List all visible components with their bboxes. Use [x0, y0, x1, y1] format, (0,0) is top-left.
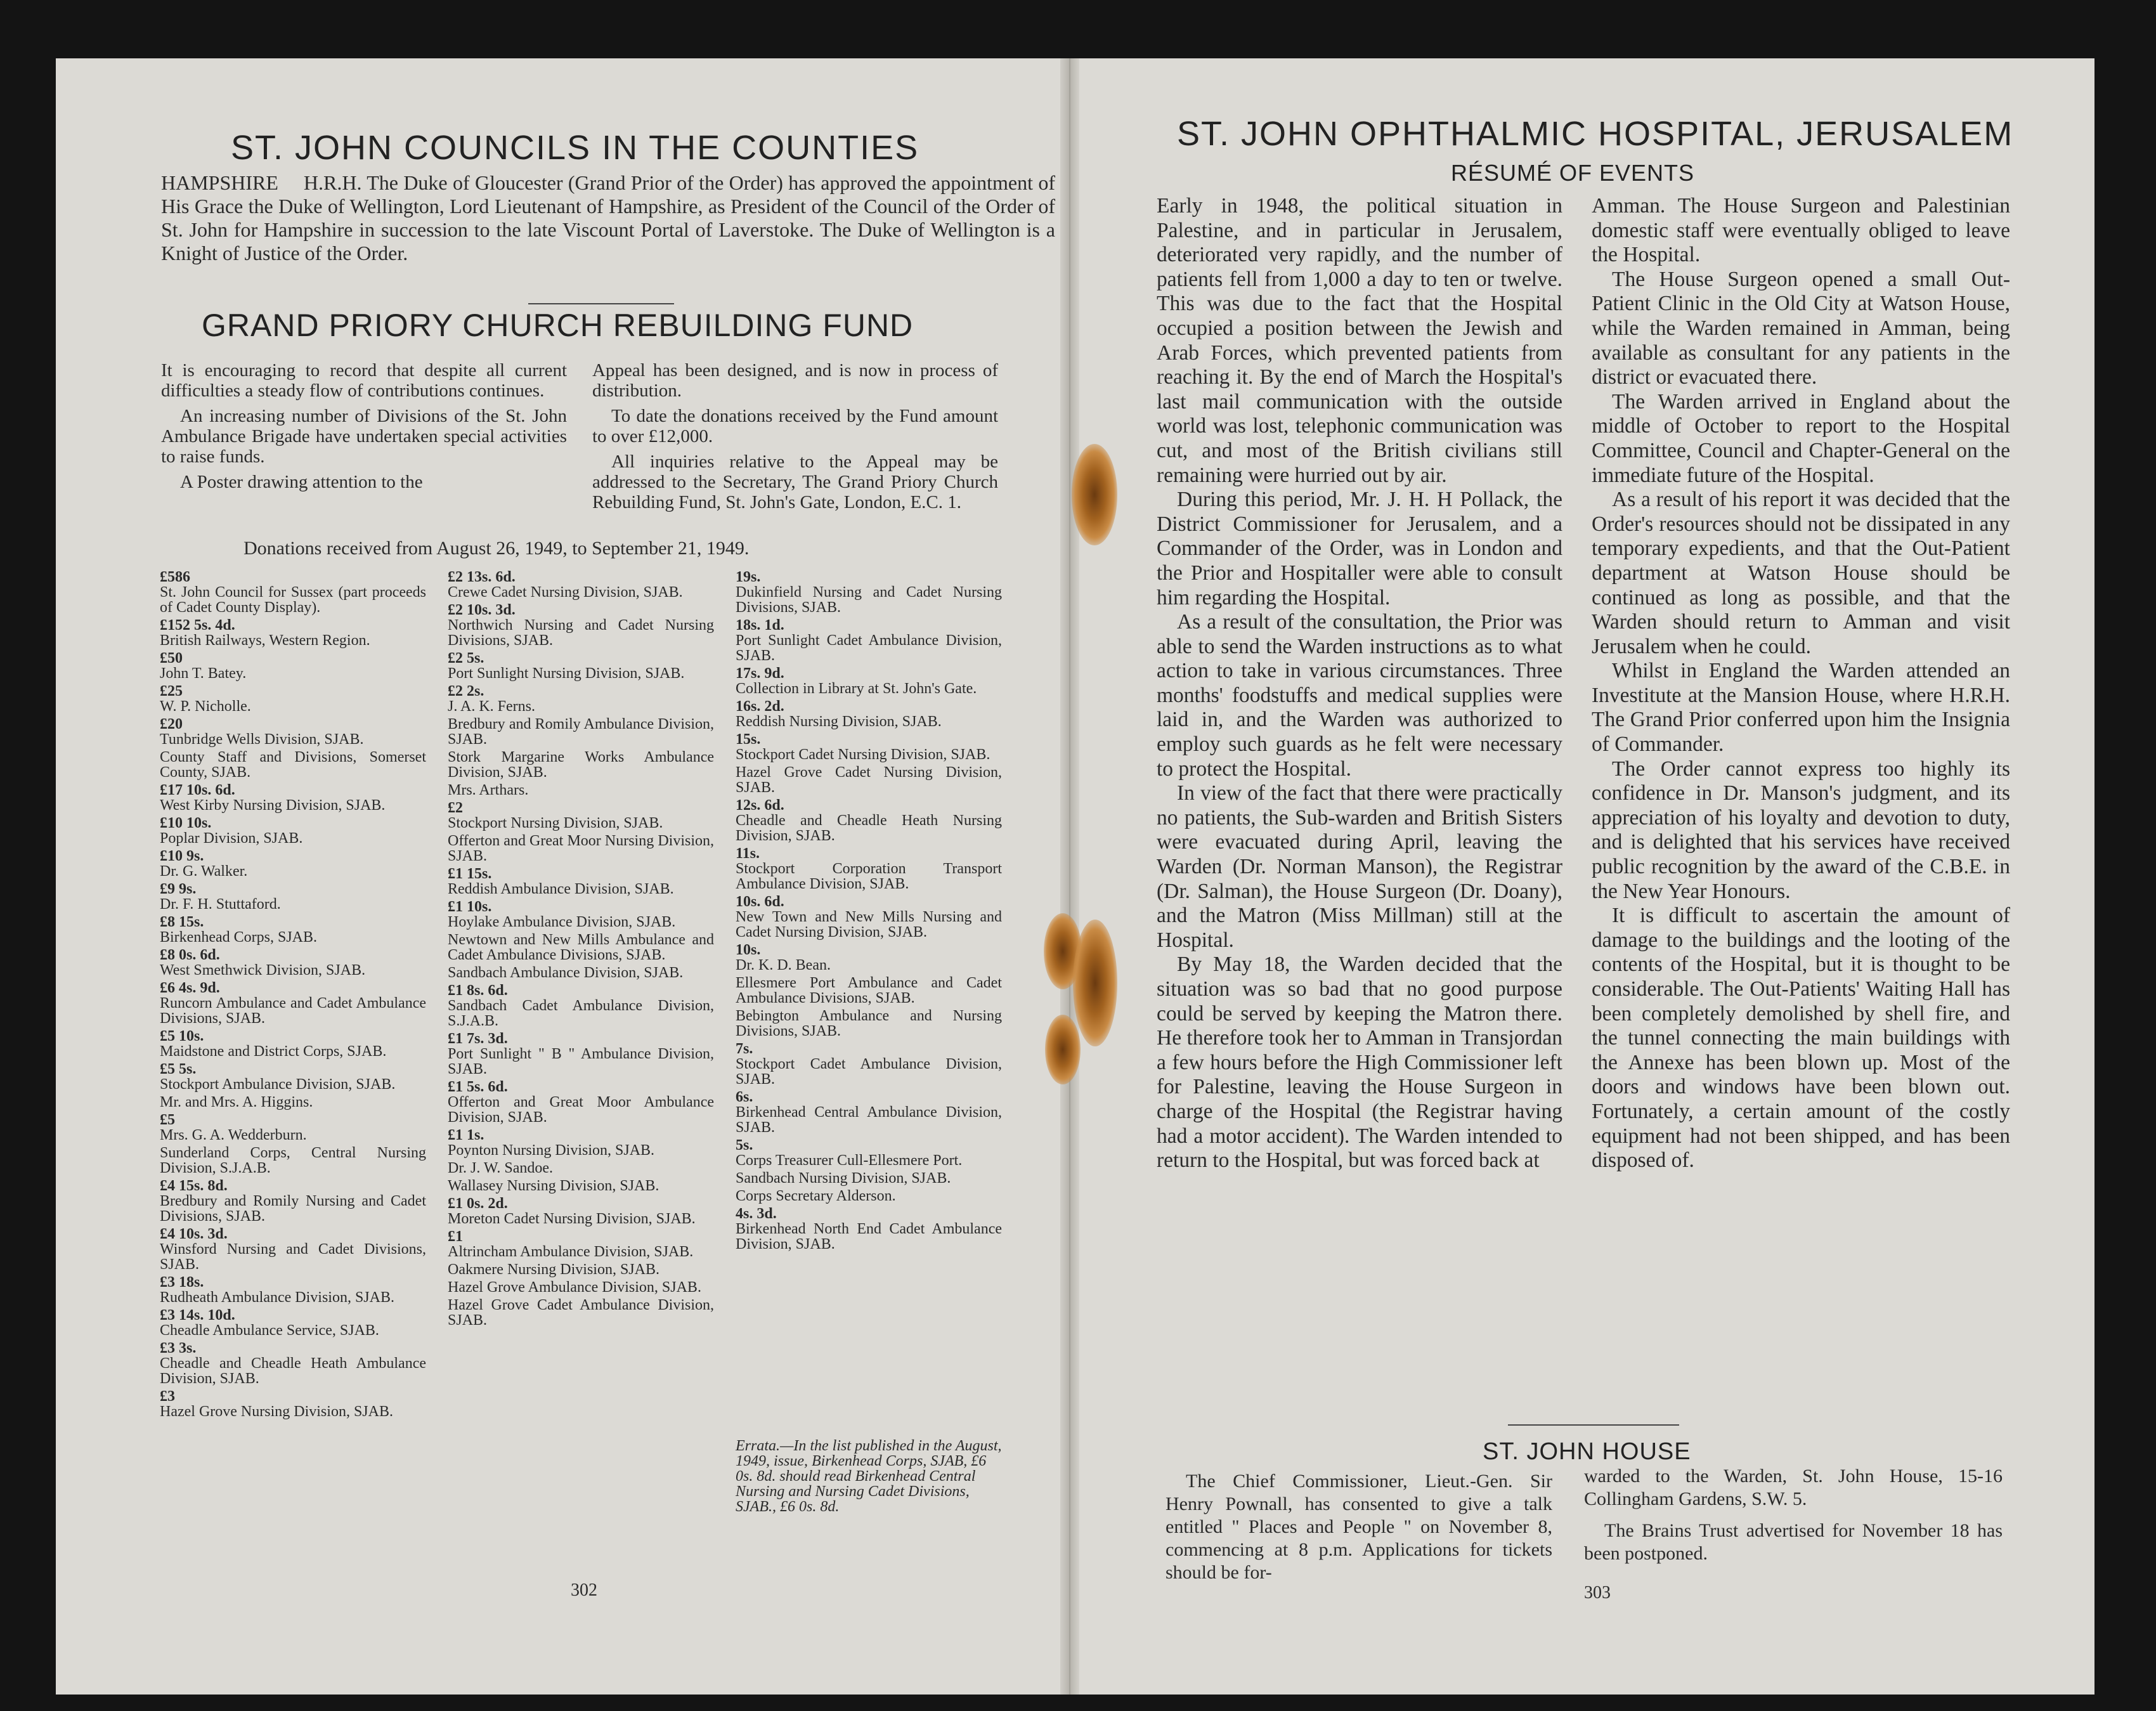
- errata-note: Errata.—In the list published in the August, 1949, issue, Birkenhead Corps, SJAB, £6 0s. 8d. should read Birkenhead Central Nursing and Nursing Cadet Divisions, SJAB., £6 0s. 8d.: [736, 1438, 1002, 1515]
- donor-name: Sandbach Ambulance Division, SJAB.: [448, 965, 684, 981]
- donor-name: Altrincham Ambulance Division, SJAB.: [448, 1244, 694, 1260]
- donor-name: St. John Council for Sussex (part proceeds of Cadet County Display).: [160, 584, 426, 616]
- donor-name: Cheadle and Cheadle Heath Ambulance Division, SJAB.: [160, 1355, 426, 1387]
- house-para: warded to the Warden, St. John House, 15-16 Collingham Gardens, S.W. 5.: [1584, 1466, 2003, 1509]
- hospital-title: ST. JOHN OPHTHALMIC HOSPITAL, JERUSALEM: [1177, 115, 2014, 153]
- donation-entry: [736, 975, 1002, 1006]
- hampshire-paragraph: [161, 171, 1055, 265]
- donor-name: Oakmere Nursing Division, SJAB.: [448, 1261, 659, 1278]
- donation-entry: [160, 750, 426, 780]
- donor-name: Corps Secretary Alderson.: [736, 1188, 896, 1204]
- fund-column-1: [161, 360, 567, 497]
- donor-name: Hazel Grove Cadet Nursing Division, SJAB.: [736, 764, 1002, 796]
- donation-amount: £3 3s.: [160, 1340, 197, 1356]
- donor-name: Stockport Cadet Nursing Division, SJAB.: [736, 746, 990, 763]
- donor-name: County Staff and Divisions, Somerset County, SJAB.: [160, 749, 426, 781]
- hospital-para: As a result of the consultation, the Prior was able to send the Warden instructions as to what action to take in various circumstances. Three months' foodstuffs and medical supplies were laid in, and the Warden was authorized to employ such guards as he felt were necessary to protect the Hospital.: [1157, 610, 1562, 781]
- donation-amount: £10 10s.: [160, 815, 212, 831]
- donor-name: Bredbury and Romily Ambulance Division, SJAB.: [448, 716, 714, 748]
- donor-name: Mr. and Mrs. A. Higgins.: [160, 1094, 313, 1110]
- donation-amount: £10 9s.: [160, 848, 204, 864]
- fund-para: All inquiries relative to the Appeal may be addressed to the Secretary, The Grand Priory Church Rebuilding Fund, St. John's Gate, London, E.C. 1.: [592, 452, 998, 512]
- donation-entry: [736, 699, 1002, 729]
- donation-entry: [448, 1262, 714, 1277]
- donation-entry: [448, 1196, 714, 1226]
- donation-amount: £5: [160, 1112, 175, 1128]
- donor-name: West Smethwick Division, SJAB.: [160, 962, 366, 979]
- donor-name: Stockport Ambulance Division, SJAB.: [160, 1076, 396, 1093]
- donor-name: Cheadle Ambulance Service, SJAB.: [160, 1322, 379, 1339]
- donor-name: Rudheath Ambulance Division, SJAB.: [160, 1289, 394, 1306]
- donor-name: Collection in Library at St. John's Gate.: [736, 680, 977, 697]
- fund-para: A Poster drawing attention to the: [180, 472, 423, 492]
- donation-entry: [448, 1128, 714, 1158]
- donation-entry: [160, 849, 426, 879]
- donation-entry: [736, 732, 1002, 762]
- donations-column-2: [448, 569, 714, 1330]
- donor-name: Crewe Cadet Nursing Division, SJAB.: [448, 584, 683, 601]
- fund-para: It is encouraging to record that despite all current difficulties a steady flow of contributions continues.: [161, 360, 567, 401]
- donation-entry: [448, 1229, 714, 1259]
- counties-title: ST. JOHN COUNCILS IN THE COUNTIES: [231, 129, 919, 167]
- donation-entry: [448, 684, 714, 714]
- donor-name: British Railways, Western Region.: [160, 632, 370, 649]
- hospital-para: By May 18, the Warden decided that the situation was so bad that no good purpose could be served by keeping the Matron there. He therefore took her to Amman in Transjordan a few hours before the High Commissioner left for Palestine, leaving the House Surgeon in charge of the Hospital (the Registrar having had a motor accident). The Warden intended to return to the Hospital, but was forced back at: [1157, 953, 1562, 1173]
- fund-para: Appeal has been designed, and is now in process of distribution.: [592, 360, 998, 401]
- donor-name: Cheadle and Cheadle Heath Nursing Division, SJAB.: [736, 812, 1002, 844]
- donor-name: Winsford Nursing and Cadet Divisions, SJAB.: [160, 1241, 426, 1273]
- donor-name: Birkenhead Corps, SJAB.: [160, 929, 317, 946]
- donation-amount: £3 14s. 10d.: [160, 1307, 235, 1324]
- donor-name: Offerton and Great Moor Ambulance Division, SJAB.: [448, 1094, 714, 1126]
- donor-name: Moreton Cadet Nursing Division, SJAB.: [448, 1211, 696, 1227]
- donation-entry: [160, 1341, 426, 1386]
- donation-entry: [160, 980, 426, 1026]
- donation-amount: £3 18s.: [160, 1274, 204, 1291]
- donation-entry: [160, 947, 426, 978]
- donation-amount: £152 5s. 4d.: [160, 617, 235, 634]
- fund-title: GRAND PRIORY CHURCH REBUILDING FUND: [202, 308, 914, 343]
- donation-amount: £17 10s. 6d.: [160, 782, 235, 798]
- donation-entry: [160, 651, 426, 681]
- donation-amount: £4 15s. 8d.: [160, 1178, 228, 1194]
- donor-name: Poynton Nursing Division, SJAB.: [448, 1142, 655, 1159]
- donation-entry: [160, 618, 426, 648]
- donor-name: Port Sunlight Cadet Ambulance Division, SJAB.: [736, 632, 1002, 664]
- donation-entry: [160, 717, 426, 747]
- fund-column-2: [592, 360, 998, 517]
- hospital-para: The Warden arrived in England about the middle of October to report to the Hospital Committee, Council and Chapter-General on the immediate future of the Hospital.: [1592, 389, 2010, 487]
- donations-column-1: [160, 569, 426, 1422]
- donation-amount: £2: [448, 800, 463, 816]
- donation-entry: [736, 618, 1002, 663]
- binding-stain: [1045, 1015, 1081, 1084]
- donation-amount: 18s. 1d.: [736, 617, 784, 634]
- donor-name: Stockport Corporation Transport Ambulance Division, SJAB.: [736, 861, 1002, 892]
- donation-entry: [160, 569, 426, 615]
- donation-entry: [736, 942, 1002, 973]
- donation-entry: [448, 569, 714, 600]
- donation-entry: [736, 846, 1002, 892]
- hospital-para: As a result of his report it was decided that the Order's resources should not be dissipated in any temporary expedients, and that the Out-Patient department at Watson House should be continued as long as possible, and that the Warden should return to Amman and visit Jerusalem when he could.: [1592, 488, 2010, 658]
- donation-entry: [736, 1041, 1002, 1087]
- donor-name: Corps Treasurer Cull-Ellesmere Port.: [736, 1152, 963, 1169]
- hospital-column-1: [1157, 194, 1562, 1173]
- donation-amount: 17s. 9d.: [736, 665, 784, 682]
- donation-amount: £8 15s.: [160, 914, 204, 930]
- donation-amount: £4 10s. 3d.: [160, 1226, 228, 1242]
- hospital-para: In view of the fact that there were practically no patients, the Sub-warden and British Sisters were evacuated during April, leaving the Warden (Dr. Norman Manson), the Registrar (Dr. Salman), the House Surgeon (Dr. Doany), and the Matron (Miss Millman) still at the Hospital.: [1157, 781, 1562, 952]
- donation-amount: £3: [160, 1388, 175, 1405]
- donor-name: Sandbach Cadet Ambulance Division, S.J.A.B.: [448, 998, 714, 1029]
- donor-name: Sandbach Nursing Division, SJAB.: [736, 1170, 951, 1187]
- resume-subtitle: RÉSUMÉ OF EVENTS: [1451, 160, 1695, 186]
- house-column-2: [1584, 1465, 2003, 1565]
- donation-entry: [448, 800, 714, 831]
- donations-heading: Donations received from August 26, 1949, to September 21, 1949.: [244, 538, 750, 559]
- donation-amount: £6 4s. 9d.: [160, 980, 220, 996]
- donation-entry: [160, 1062, 426, 1092]
- house-para: The Chief Commissioner, Lieut.-Gen. Sir Henry Pownall, has consented to give a talk entitled " Places and People " on November 8, commencing at 8 p.m. Applications for tickets should be for-: [1166, 1471, 1552, 1583]
- hospital-para: The House Surgeon opened a small Out-Patient Clinic in the Old City at Watson House, while the Warden remained in Amman, being available as consultant for any patients in the district or evacuated there.: [1592, 267, 2010, 389]
- donation-entry: [160, 783, 426, 813]
- donation-entry: [448, 1178, 714, 1194]
- donation-entry: [160, 816, 426, 846]
- donation-amount: £1 10s.: [448, 899, 492, 915]
- donation-entry: [736, 1090, 1002, 1135]
- hospital-para: It is difficult to ascertain the amount of damage to the buildings and the looting of the contents of the Hospital, but it is thought to be considerable. The Out-Patients' Waiting Hall has been completely demolished by shell fire, and the tunnel connecting the main buildings with the Annexe has been blown up. Most of the doors and windows have been blown out. Fortunately, a certain amount of the costly equipment had not been shipped, and has been disposed of.: [1592, 904, 2010, 1173]
- house-para: The Brains Trust advertised for November 18 has been postponed.: [1584, 1520, 2003, 1564]
- donation-amount: £25: [160, 683, 183, 699]
- donation-entry: [448, 783, 714, 798]
- donation-entry: [448, 1161, 714, 1176]
- donor-name: Port Sunlight Nursing Division, SJAB.: [448, 665, 685, 682]
- donation-amount: £1 5s. 6d.: [448, 1079, 508, 1095]
- donation-amount: 10s.: [736, 942, 761, 958]
- donor-name: Dr. K. D. Bean.: [736, 957, 831, 973]
- donation-amount: £1 7s. 3d.: [448, 1031, 508, 1047]
- donation-entry: [160, 882, 426, 912]
- donor-name: Newtown and New Mills Ambulance and Cadet Ambulance Divisions, SJAB.: [448, 932, 714, 963]
- donation-amount: 12s. 6d.: [736, 797, 784, 814]
- donation-amount: 10s. 6d.: [736, 894, 784, 910]
- donation-amount: £9 9s.: [160, 881, 197, 897]
- donation-amount: £1 1s.: [448, 1127, 484, 1143]
- donation-entry: [736, 1171, 1002, 1186]
- donation-amount: £5 5s.: [160, 1061, 197, 1077]
- hospital-column-2: [1592, 194, 2010, 1173]
- donation-entry: [736, 765, 1002, 795]
- donation-entry: [160, 914, 426, 945]
- donation-entry: [736, 894, 1002, 940]
- donation-amount: £2 10s. 3d.: [448, 602, 516, 618]
- right-page: [1070, 58, 2094, 1695]
- hospital-para: Whilst in England the Warden attended an Investitute at the Mansion House, where H.R.H. The Grand Prior conferred upon him the Insignia of Commander.: [1592, 659, 2010, 757]
- donation-entry: [736, 1206, 1002, 1252]
- donor-name: Bredbury and Romily Nursing and Cadet Divisions, SJAB.: [160, 1193, 426, 1225]
- hampshire-label: HAMPSHIRE: [161, 171, 278, 194]
- donation-entry: [160, 1145, 426, 1176]
- hospital-para: Amman. The House Surgeon and Palestinian domestic staff were eventually obliged to leave the Hospital.: [1592, 194, 2010, 267]
- donation-amount: £1 8s. 6d.: [448, 982, 508, 999]
- donor-name: West Kirby Nursing Division, SJAB.: [160, 797, 386, 814]
- donation-amount: 5s.: [736, 1137, 753, 1154]
- donation-entry: [448, 651, 714, 681]
- donation-entry: [736, 1008, 1002, 1039]
- page-number-left: 302: [571, 1580, 597, 1600]
- donor-name: Dr. F. H. Stuttaford.: [160, 896, 281, 913]
- donation-amount: 11s.: [736, 845, 760, 862]
- donation-entry: [448, 899, 714, 930]
- binding-stain: [1073, 920, 1117, 1046]
- donation-amount: £1 0s. 2d.: [448, 1195, 508, 1212]
- donation-amount: 19s.: [736, 569, 761, 585]
- donation-entry: [448, 1280, 714, 1295]
- donation-entry: [448, 866, 714, 897]
- donation-amount: £2 13s. 6d.: [448, 569, 516, 585]
- donor-name: Hazel Grove Nursing Division, SJAB.: [160, 1403, 393, 1420]
- donation-entry: [160, 1389, 426, 1419]
- page-number-right: 303: [1584, 1583, 1611, 1603]
- donor-name: J. A. K. Ferns.: [448, 698, 536, 715]
- donation-entry: [736, 798, 1002, 843]
- donation-amount: £586: [160, 569, 190, 585]
- donation-amount: £5 10s.: [160, 1028, 204, 1044]
- donation-amount: £50: [160, 650, 183, 667]
- donation-entry: [448, 833, 714, 864]
- donation-amount: 16s. 2d.: [736, 698, 784, 715]
- donation-entry: [160, 1095, 426, 1110]
- donor-name: Sunderland Corps, Central Nursing Division, S.J.A.B.: [160, 1145, 426, 1176]
- donor-name: New Town and New Mills Nursing and Cadet Nursing Division, SJAB.: [736, 909, 1002, 940]
- donation-entry: [448, 1031, 714, 1077]
- donor-name: Dr. G. Walker.: [160, 863, 248, 880]
- donation-entry: [448, 965, 714, 980]
- donation-entry: [160, 1112, 426, 1143]
- donor-name: Hazel Grove Ambulance Division, SJAB.: [448, 1279, 701, 1296]
- donation-amount: 7s.: [736, 1041, 753, 1057]
- hospital-para: During this period, Mr. J. H. H Pollack, the District Commissioner for Jerusalem, and a Commander of the Order, was in London and the Prior and Hospitaller were able to consult him regarding the Hospital.: [1157, 488, 1562, 609]
- donor-name: Reddish Nursing Division, SJAB.: [736, 713, 942, 730]
- donor-name: Dr. J. W. Sandoe.: [448, 1160, 554, 1176]
- donor-name: Hoylake Ambulance Division, SJAB.: [448, 914, 676, 930]
- donation-amount: £8 0s. 6d.: [160, 947, 220, 963]
- donation-amount: £20: [160, 716, 183, 732]
- donation-amount: £1 15s.: [448, 866, 492, 882]
- donation-entry: [448, 932, 714, 963]
- donor-name: Stockport Nursing Division, SJAB.: [448, 815, 663, 831]
- donations-column-3: [736, 569, 1002, 1254]
- donor-name: Reddish Ambulance Division, SJAB.: [448, 881, 674, 897]
- donation-entry: [736, 569, 1002, 615]
- house-column-1: [1166, 1470, 1552, 1584]
- donor-name: Maidstone and District Corps, SJAB.: [160, 1043, 387, 1060]
- house-divider: [1508, 1424, 1679, 1426]
- hampshire-text: H.R.H. The Duke of Gloucester (Grand Prior of the Order) has approved the appointment of His Grace the Duke of Wellington, Lord Lieutenant of Hampshire, as President of the Council of the Order of St. John for Hampshire in succession to the late Viscount Portal of Laverstoke. The Duke of Wellington is a Knight of Justice of the Order.: [161, 171, 1055, 264]
- donor-name: Birkenhead North End Cadet Ambulance Division, SJAB.: [736, 1221, 1002, 1252]
- donation-entry: [160, 684, 426, 714]
- donation-amount: 15s.: [736, 731, 761, 748]
- donation-amount: 6s.: [736, 1089, 753, 1105]
- donor-name: Dukinfield Nursing and Cadet Nursing Divisions, SJAB.: [736, 584, 1002, 616]
- donor-name: Northwich Nursing and Cadet Nursing Divisions, SJAB.: [448, 617, 714, 649]
- donor-name: Offerton and Great Moor Nursing Division, SJAB.: [448, 833, 714, 864]
- donor-name: Stork Margarine Works Ambulance Division, SJAB.: [448, 749, 714, 781]
- donation-entry: [448, 717, 714, 747]
- fund-para: An increasing number of Divisions of the St. John Ambulance Brigade have undertaken special activities to raise funds.: [161, 406, 567, 467]
- donor-name: Poplar Division, SJAB.: [160, 830, 303, 847]
- donation-entry: [736, 1188, 1002, 1204]
- donation-entry: [160, 1029, 426, 1059]
- donation-amount: £2 2s.: [448, 683, 484, 699]
- donation-entry: [160, 1226, 426, 1272]
- donor-name: Tunbridge Wells Division, SJAB.: [160, 731, 364, 748]
- donor-name: Bebington Ambulance and Nursing Divisions, SJAB.: [736, 1008, 1002, 1039]
- donor-name: Port Sunlight " B " Ambulance Division, SJAB.: [448, 1046, 714, 1077]
- donor-name: Wallasey Nursing Division, SJAB.: [448, 1178, 659, 1194]
- donation-entry: [160, 1178, 426, 1224]
- donor-name: Birkenhead Central Ambulance Division, SJAB.: [736, 1104, 1002, 1136]
- donation-amount: £1: [448, 1228, 463, 1245]
- book-gutter: [1060, 58, 1079, 1695]
- donation-amount: 4s. 3d.: [736, 1206, 777, 1222]
- donor-name: John T. Batey.: [160, 665, 247, 682]
- donation-entry: [448, 1079, 714, 1125]
- donation-entry: [448, 1298, 714, 1328]
- house-title: ST. JOHN HOUSE: [1483, 1438, 1691, 1465]
- donation-entry: [736, 666, 1002, 696]
- donor-name: Hazel Grove Cadet Ambulance Division, SJAB.: [448, 1297, 714, 1329]
- binding-stain: [1072, 444, 1117, 545]
- donor-name: Mrs. Arthars.: [448, 782, 529, 798]
- donor-name: Runcorn Ambulance and Cadet Ambulance Divisions, SJAB.: [160, 995, 426, 1027]
- hospital-para: Early in 1948, the political situation in Palestine, and in particular in Jerusalem, deteriorated very rapidly, and the number of patients fell from 1,000 a day to ten or twelve. This was due to the fact that the Hospital occupied a position between the Jewish and Arab Forces, which prevented patients from reaching it. By the end of March the Hospital's last mail communication with the outside world was lost, telephonic communication was cut, and most of the British civilians still remaining were hurried out by air.: [1157, 194, 1562, 487]
- donation-entry: [736, 1138, 1002, 1168]
- donation-entry: [160, 1275, 426, 1305]
- donation-entry: [448, 750, 714, 780]
- donor-name: Ellesmere Port Ambulance and Cadet Ambulance Divisions, SJAB.: [736, 975, 1002, 1006]
- donation-entry: [448, 983, 714, 1029]
- donor-name: Stockport Cadet Ambulance Division, SJAB.: [736, 1056, 1002, 1088]
- donor-name: Mrs. G. A. Wedderburn.: [160, 1127, 307, 1143]
- left-page: [56, 58, 1065, 1695]
- section-divider: [528, 303, 674, 304]
- donor-name: W. P. Nicholle.: [160, 698, 251, 715]
- donation-amount: £2 5s.: [448, 650, 484, 667]
- donation-entry: [160, 1308, 426, 1338]
- hospital-para: The Order cannot express too highly its confidence in Dr. Manson's judgment, and its appreciation of his loyalty and devotion to duty, and is delighted that his services have received public recognition by the award of the C.B.E. in the New Year Honours.: [1592, 757, 2010, 903]
- fund-para: To date the donations received by the Fund amount to over £12,000.: [592, 406, 998, 446]
- donation-entry: [448, 602, 714, 648]
